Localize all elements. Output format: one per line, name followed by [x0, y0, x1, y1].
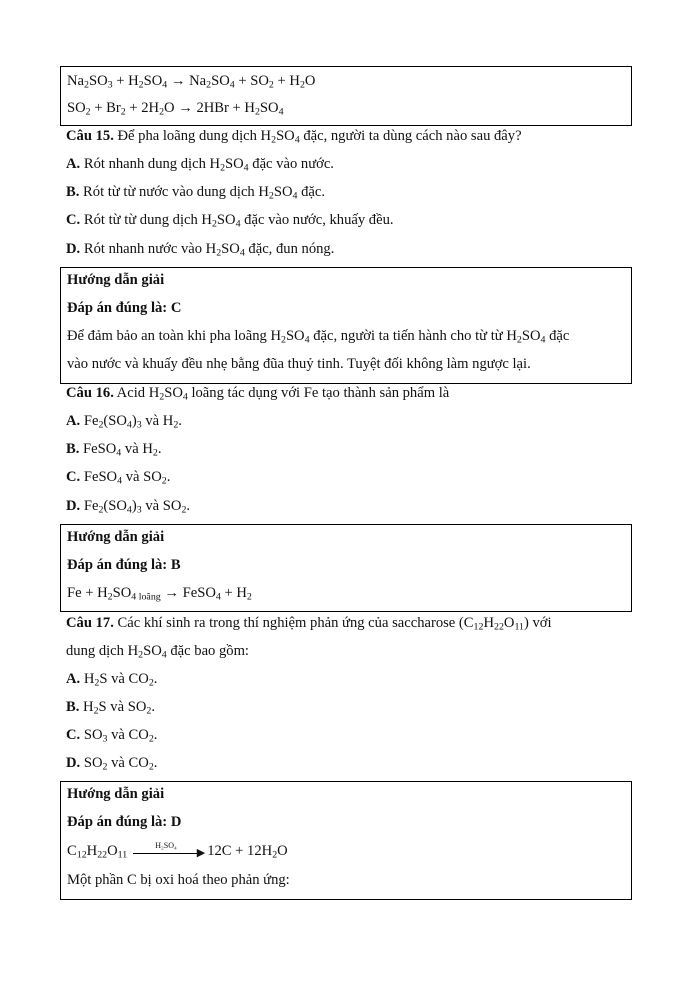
option-c[interactable]: C. FeSO$_4$ và $SO_2$.	[66, 469, 171, 487]
option-b[interactable]: B. Rót từ từ nước vào dung dịch $H_2SO_4$ đặc.	[66, 184, 326, 202]
correct-answer: Đáp án đúng là: C	[67, 300, 182, 316]
equation-box	[60, 66, 632, 126]
option-b[interactable]: B. $H_2S$ và $SO_2$.	[66, 699, 155, 717]
option-c[interactable]: C. Rót từ từ dung dịch $H_2SO_4$ đặc vào nước, khuấy đều.	[66, 212, 394, 230]
solution-heading: Hướng dẫn giải	[67, 272, 165, 288]
reaction-equation: $Fe + H_2SO_{4 loãng}$ → FeSO$_4$ + $H_2$	[67, 585, 252, 603]
option-d[interactable]: D. $SO_2$ và $CO_2$.	[66, 755, 158, 773]
solution-box	[60, 781, 632, 900]
solution-heading: Hướng dẫn giải	[67, 786, 165, 802]
option-b[interactable]: B. FeSO$_4$ và $H_2$.	[66, 441, 162, 459]
option-d[interactable]: D. $Fe_2(SO_4)_3$ và $SO_2$.	[66, 498, 191, 516]
question-16: Câu 16. Acid $H_2SO_4$ loãng tác dụng với Fe tạo thành sản phẩm là	[66, 385, 450, 403]
solution-heading: Hướng dẫn giải	[67, 529, 165, 545]
question-17: Câu 17. Các khí sinh ra trong thí nghiệm phản ứng của saccharose $(C_{12}H_{22}O_{11})$ với	[66, 615, 552, 633]
option-a[interactable]: A. $H_2S$ và $CO_2$.	[66, 671, 158, 689]
option-c[interactable]: C. $SO_3$ và $CO_2$.	[66, 727, 158, 745]
option-a[interactable]: A. $Fe_2(SO_4)_3$ và $H_2$.	[66, 413, 182, 431]
explanation-line: vào nước và khuấy đều nhẹ bằng đũa thuỷ tinh. Tuyệt đối không làm ngược lại.	[67, 356, 531, 372]
option-a[interactable]: A. Rót nhanh dung dịch $H_2SO_4$ đặc vào nước.	[66, 156, 334, 174]
equation-line: $Na_2SO_3 + H_2SO_4 \to Na_2SO_4 + SO_2 + H_2O$	[67, 73, 316, 91]
reaction-arrow-icon: H₂SO₄ ▶	[133, 845, 205, 859]
correct-answer: Đáp án đúng là: D	[67, 814, 182, 830]
solution-box	[60, 524, 632, 612]
reaction-equation: $C_{12}H_{22}O_{11}$ H₂SO₄ ▶ $12C + 12H_2O$	[67, 840, 288, 861]
question-15: Câu 15. Để pha loãng dung dịch $H_2SO_4$ đặc, người ta dùng cách nào sau đây?	[66, 128, 522, 146]
question-17-cont: dung dịch $H_2SO_4$ đặc bao gồm:	[66, 643, 249, 661]
explanation-line: Để đảm bảo an toàn khi pha loãng $H_2SO_4$ đặc, người ta tiến hành cho từ từ $H_2SO_4$ đặc	[67, 328, 570, 346]
solution-box	[60, 267, 632, 384]
option-d[interactable]: D. Rót nhanh nước vào $H_2SO_4$ đặc, đun nóng.	[66, 241, 335, 259]
explanation-line: Một phần C bị oxi hoá theo phản ứng:	[67, 872, 290, 888]
equation-line: $SO_2 + Br_2 + 2H_2O \to 2HBr + H_2SO_4$	[67, 100, 284, 118]
correct-answer: Đáp án đúng là: B	[67, 557, 181, 573]
